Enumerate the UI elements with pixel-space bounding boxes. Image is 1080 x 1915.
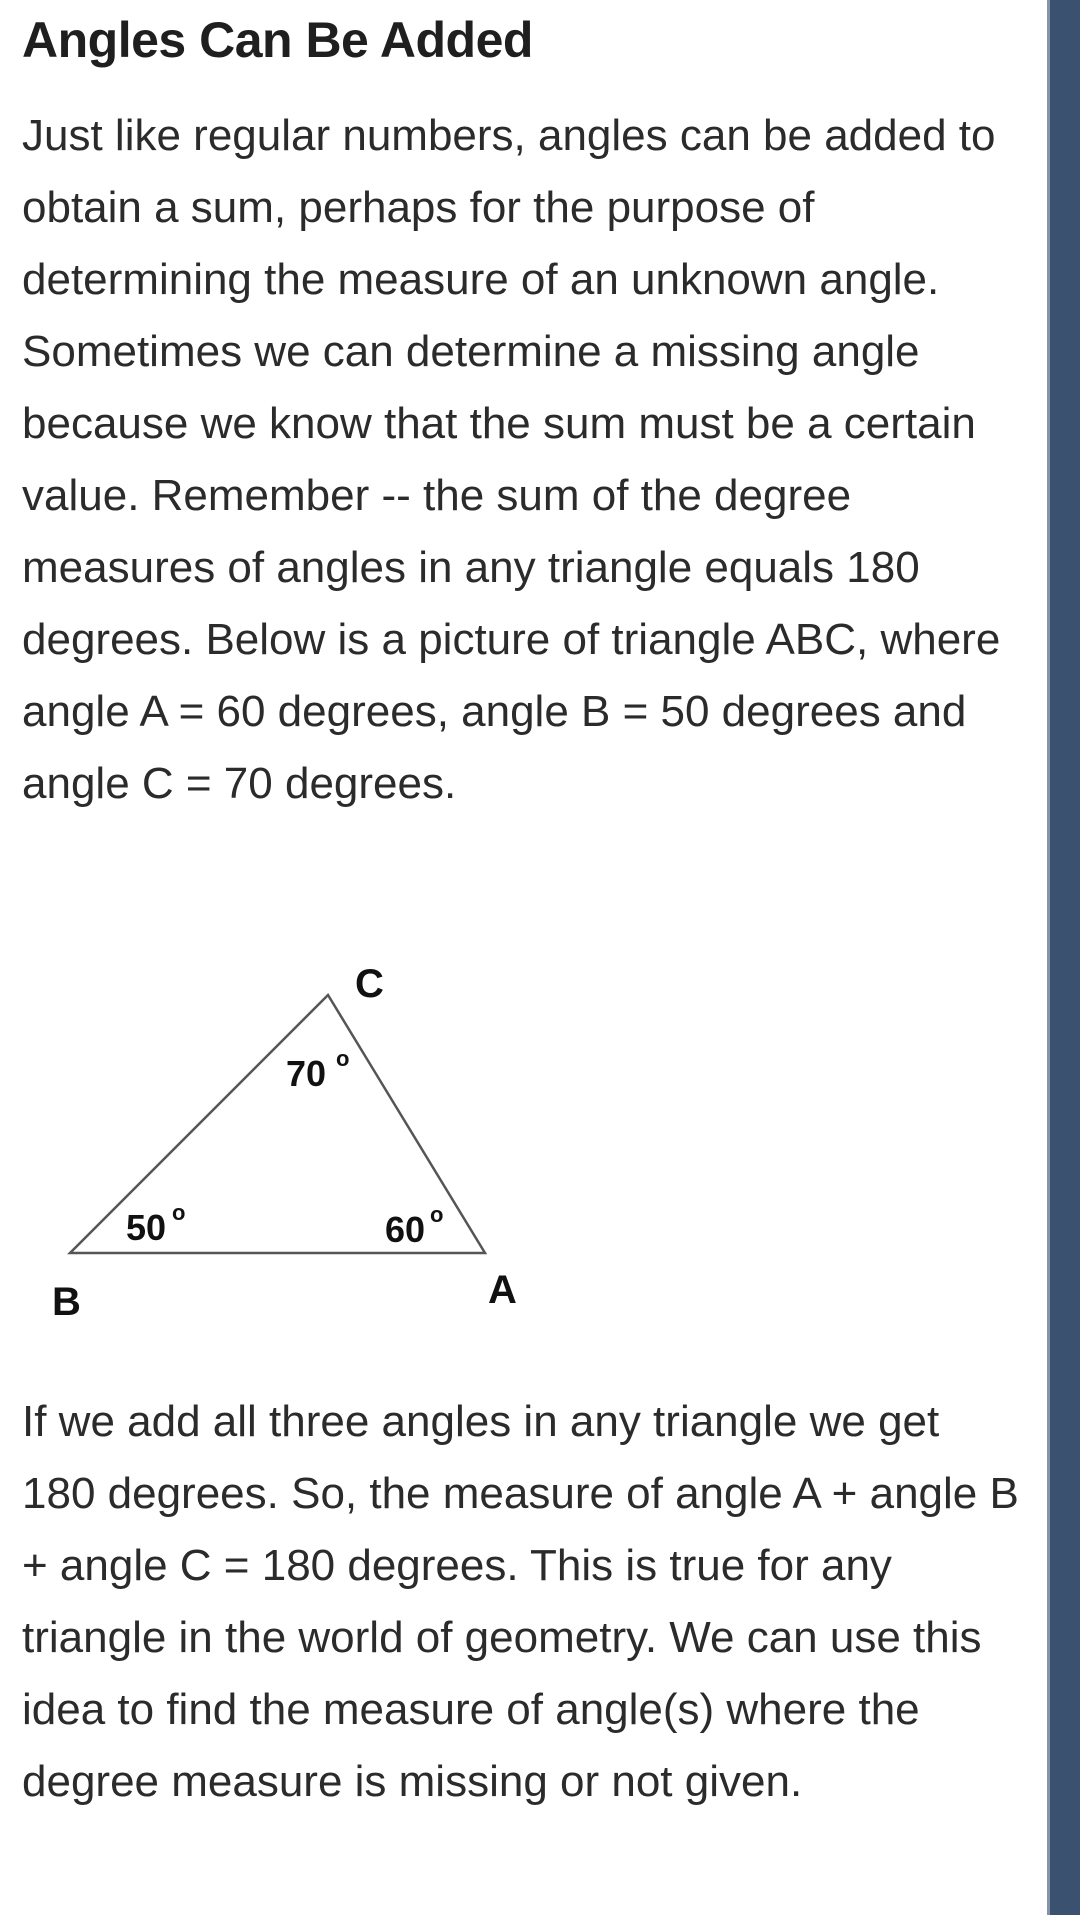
degree-symbol-a: o bbox=[430, 1202, 444, 1227]
page-title: Angles Can Be Added bbox=[22, 12, 533, 68]
angle-label-c: 70 bbox=[286, 1053, 327, 1094]
triangle-figure bbox=[0, 940, 620, 1330]
scrollbar[interactable] bbox=[1050, 0, 1080, 1915]
article-paragraph-conclusion: If we add all three angles in any triangle we get 180 degrees. So, the measure of angle A + angle B + angle C = 180 degrees. This is true for any triangle in the world of geometry. We can use this idea to find the measure of angle(s) where the degree measure is missing or not given. bbox=[22, 1397, 1019, 1806]
angle-label-a: 60 bbox=[385, 1209, 426, 1250]
triangle-diagram bbox=[0, 940, 620, 1330]
degree-symbol-b: o bbox=[172, 1200, 186, 1225]
angle-label-b: 50 bbox=[126, 1207, 167, 1248]
vertex-label-c: C bbox=[355, 962, 384, 1006]
vertex-label-b: B bbox=[52, 1280, 81, 1324]
degree-symbol-c: o bbox=[336, 1046, 350, 1071]
article-content bbox=[22, 0, 1022, 820]
article-paragraph-intro: Just like regular numbers, angles can be added to obtain a sum, perhaps for the purpose of determining the measure of an unknown angle. Sometimes we can determine a missing angle because we know that the sum must be a certain value. Remember -- the sum of the degree measures of angles in any triangle equals 180 degrees. Below is a picture of triangle ABC, where angle A = 60 degrees, angle B = 50 degrees and angle C = 70 degrees. bbox=[22, 111, 1001, 808]
vertex-label-a: A bbox=[488, 1268, 517, 1312]
